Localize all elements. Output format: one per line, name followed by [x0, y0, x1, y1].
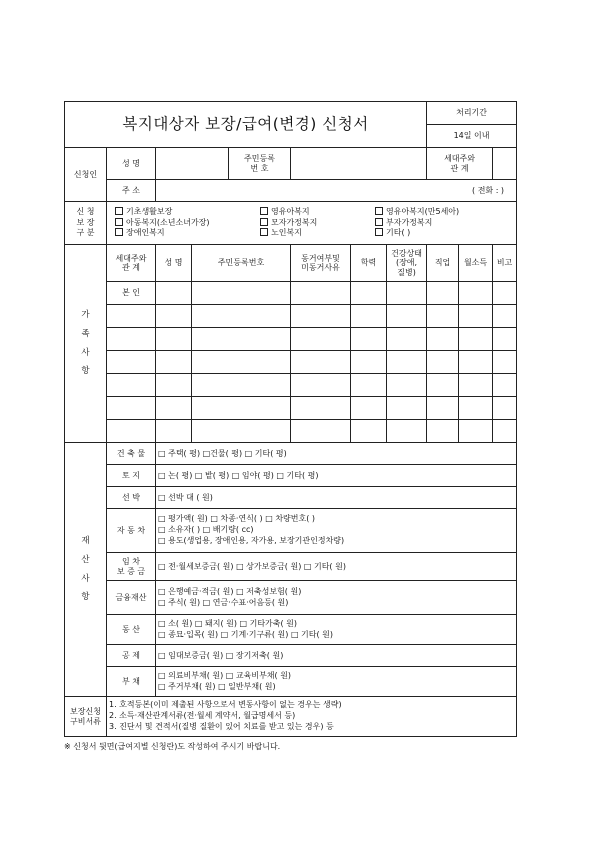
family-section-label: 가 족 사 항: [65, 245, 107, 443]
category-label: 신 청 보 장 구 분: [65, 202, 107, 245]
phone-label: ( 전화 : ): [472, 185, 505, 195]
checkbox-icon: [115, 207, 123, 215]
asset-vehicle-field[interactable]: □ 평가액( 원) □ 차종·연식( ) □ 차량번호( ) □ 소유자( ) □ 배기량( cc) □ 용도(생업용, 장애인용, 자가용, 보장기관인정차량): [156, 509, 517, 553]
family-header-name: 성 명: [156, 245, 192, 282]
asset-label-lease-deposit: 임 차 보 증 금: [107, 553, 156, 581]
checkbox-icon: [375, 207, 383, 215]
checkbox-icon: [115, 218, 123, 226]
form-table: [64, 101, 517, 737]
asset-label-ship: 선 박: [107, 487, 156, 509]
checkbox-icon: [260, 207, 268, 215]
family-row: [65, 397, 517, 420]
family-row: [65, 374, 517, 397]
option-basic-living[interactable]: 기초생활보장: [115, 207, 260, 218]
option-other[interactable]: 기타( ): [375, 228, 459, 239]
family-header-income: 월소득: [459, 245, 493, 282]
processing-period-label: 처리기간: [427, 102, 517, 125]
asset-label-vehicle: 자 동 차: [107, 509, 156, 553]
form-title: 복지대상자 보장/급여(변경) 신청서: [65, 102, 427, 148]
processing-period-value: 14일 이내: [427, 125, 517, 148]
checkbox-icon: [375, 228, 383, 236]
asset-label-building: 건 축 물: [107, 443, 156, 465]
family-row: [65, 282, 517, 305]
document-line: 3. 진단서 및 견적서(질병 질환이 있어 치료를 받고 있는 경우) 등: [109, 721, 334, 731]
rrn-label: 주민등록 번 호: [229, 148, 291, 180]
family-row: [65, 305, 517, 328]
relation-field[interactable]: [493, 148, 517, 180]
document-line: 2. 소득·재산관계서류(전·월세 계약서, 월급명세서 등): [109, 711, 296, 721]
asset-ship-field[interactable]: □ 선박 대 ( 원): [156, 487, 517, 509]
asset-deduction-field[interactable]: □ 임대보증금( 원) □ 장기저축( 원): [156, 645, 517, 667]
family-self-label: 본 인: [107, 282, 156, 305]
asset-label-deduction: 공 제: [107, 645, 156, 667]
application-form: [64, 101, 516, 737]
option-disability-welfare[interactable]: 장애인복지: [115, 228, 260, 239]
documents-label: 보장신청 구비서류: [65, 697, 107, 737]
checkbox-icon: [260, 228, 268, 236]
family-row: [65, 328, 517, 351]
option-infant-welfare[interactable]: 영유아복지: [260, 207, 375, 218]
family-header-cohabitation: 동거여부및 미동거사유: [291, 245, 351, 282]
checkbox-icon: [375, 218, 383, 226]
address-field[interactable]: [156, 180, 517, 202]
relation-label: 세대주와 관 계: [427, 148, 493, 180]
assets-section-label: 재 산 사 항: [65, 443, 107, 697]
asset-label-debt: 부 채: [107, 667, 156, 697]
asset-label-movable: 동 산: [107, 615, 156, 645]
category-options: [107, 202, 517, 245]
address-label: 주 소: [107, 180, 156, 202]
family-header-education: 학력: [351, 245, 387, 282]
family-header-remarks: 비고: [493, 245, 517, 282]
family-row: [65, 420, 517, 443]
asset-label-land: 토 지: [107, 465, 156, 487]
asset-debt-field[interactable]: □ 의료비부채( 원) □ 교육비부채( 원) □ 주거부채( 원) □ 일반부채( 원): [156, 667, 517, 697]
asset-lease-deposit-field[interactable]: □ 전·월세보증금( 원) □ 상가보증금( 원) □ 기타( 원): [156, 553, 517, 581]
checkbox-icon: [260, 218, 268, 226]
applicant-section-label: 신청인: [65, 148, 107, 202]
footer-note: ※ 신청서 뒷면(급여지별 신청란)도 작성하여 주시기 바랍니다.: [64, 742, 281, 751]
family-header-health: 건강상태 (장애, 질병): [387, 245, 427, 282]
document-line: 1. 호적등본(이미 제출된 사항으로서 변동사항이 없는 경우는 생략): [109, 700, 342, 710]
option-infant-welfare-age5[interactable]: 영유아복지(만5세아): [375, 207, 459, 218]
family-header-job: 직업: [427, 245, 459, 282]
name-label: 성 명: [107, 148, 156, 180]
rrn-field[interactable]: [291, 148, 427, 180]
checkbox-icon: [115, 228, 123, 236]
family-row: [65, 351, 517, 374]
documents-list: [107, 697, 517, 737]
asset-movable-field[interactable]: □ 소( 원) □ 돼지( 원) □ 기타가축( 원) □ 종묘·입목( 원) □ 기계·기구류( 원) □ 기타( 원): [156, 615, 517, 645]
name-field[interactable]: [156, 148, 229, 180]
option-child-welfare[interactable]: 아동복지(소년소녀가장): [115, 218, 260, 229]
asset-label-financial: 금융재산: [107, 581, 156, 615]
asset-building-field[interactable]: □ 주택( 평) □건물( 평) □ 기타( 평): [156, 443, 517, 465]
option-mother-child-family[interactable]: 모자가정복지: [260, 218, 375, 229]
family-header-rrn: 주민등록번호: [192, 245, 291, 282]
asset-land-field[interactable]: □ 논( 평) □ 밭( 평) □ 임야( 평) □ 기타( 평): [156, 465, 517, 487]
option-elderly-welfare[interactable]: 노인복지: [260, 228, 375, 239]
asset-financial-field[interactable]: □ 은행예금·적금( 원) □ 저축성보험( 원) □ 주식( 원) □ 연금·수표·어음등( 원): [156, 581, 517, 615]
family-header-relation: 세대주와 관 계: [107, 245, 156, 282]
option-father-child-family[interactable]: 부자가정복지: [375, 218, 459, 229]
